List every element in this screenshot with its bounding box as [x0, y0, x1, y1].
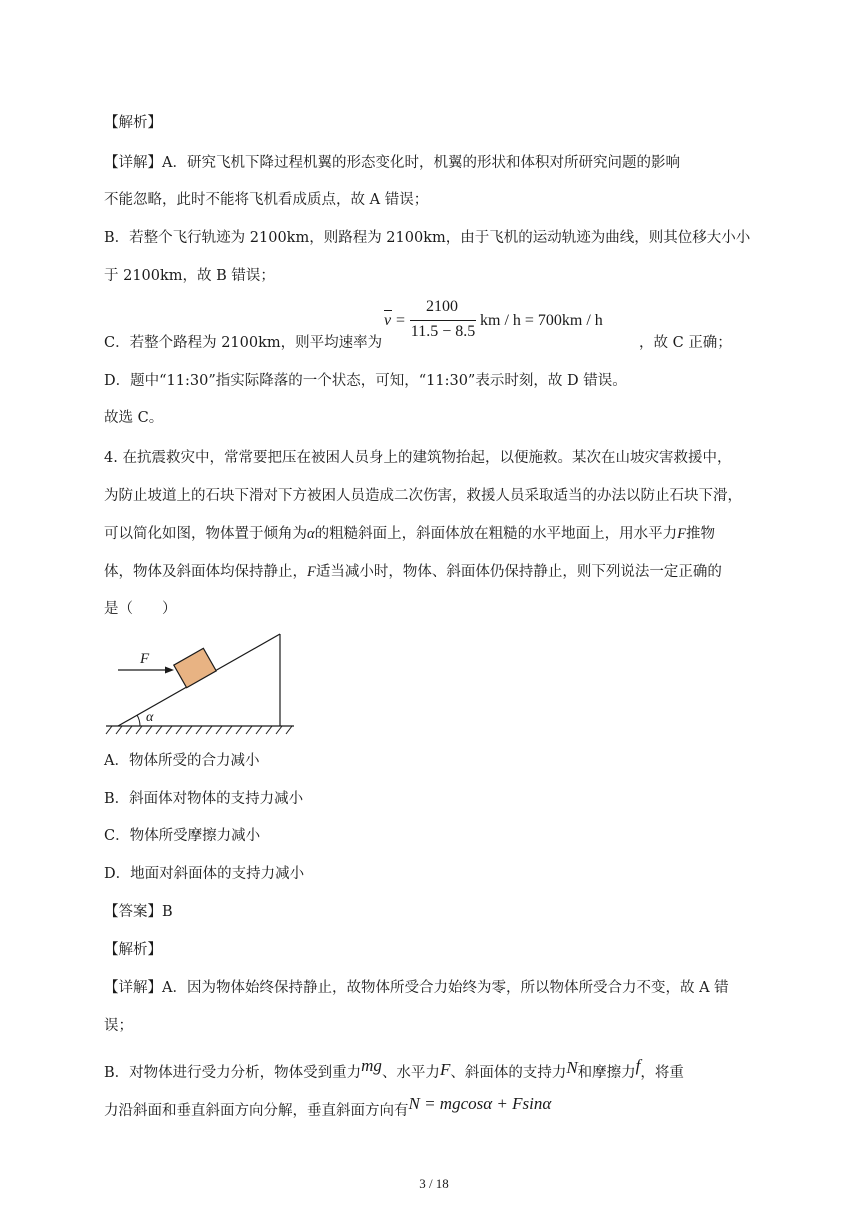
analysis-heading-1: 【解析】 [104, 115, 162, 131]
mg-symbol: mg [361, 1056, 382, 1075]
detail-line-3: B．若整个飞行轨迹为 2100km，则路程为 2100km，由于飞机的运动轨迹为曲线，则其位移大小小 [104, 230, 751, 246]
average-speed-formula [384, 298, 634, 348]
q3-part-b: 的粗糙斜面上，斜面体放在粗糙的水平地面上，用水平力 [314, 526, 678, 542]
formula-v: v [384, 312, 392, 329]
question-line-2: 为防止坡道上的石块下滑对下方被困人员造成二次伤害，救援人员采取适当的办法以防止石块下滑， [104, 488, 742, 504]
q3-part-c: 推物 [685, 526, 715, 542]
angle-label: α [146, 710, 154, 725]
question-line-5: 是（ ） [104, 601, 177, 617]
option-d: D．地面对斜面体的支持力减小 [104, 866, 305, 882]
formula-eq: = [396, 312, 406, 329]
question-line-1: 4. 在抗震救灾中，常常要把压在被困人员身上的建筑物抬起，以便施救。某次在山坡灾害救援中， [104, 450, 732, 466]
ground-hatching [106, 726, 292, 734]
formula-denominator: 11.5 − 8.5 [410, 323, 476, 340]
force-symbol-2: F [307, 564, 316, 580]
q4-part-b: 适当减小时，物体、斜面体仍保持静止，则下列说法一定正确的 [315, 564, 722, 580]
question-line-3 [104, 524, 715, 544]
detail2-line-1: 【详解】A．因为物体始终保持静止，故物体所受合力始终为零，所以物体所受合力不变，故 A 错 [104, 980, 729, 996]
alpha-symbol: α [307, 526, 315, 542]
overline [384, 310, 392, 311]
detail2-line-2: 误； [104, 1018, 133, 1034]
d3-part-a: B．对物体进行受力分析，物体受到重力 [104, 1065, 362, 1081]
d3-part-d: 和摩擦力 [577, 1065, 636, 1081]
detail-line-2: 不能忽略，此时不能将飞机看成质点，故 A 错误； [104, 192, 429, 208]
detail-line-1: 【详解】A．研究飞机下降过程机翼的形态变化时，机翼的形状和体积对所研究问题的影响 [104, 155, 680, 171]
detail-line-4: 于 2100km，故 B 错误； [104, 268, 275, 284]
force-label: F [140, 651, 150, 667]
f-symbol: F [439, 1060, 451, 1079]
incline-diagram [104, 630, 304, 742]
choice-conclusion: 故选 C。 [104, 410, 164, 426]
q4-part-a: 体，物体及斜面体均保持静止， [104, 564, 307, 580]
analysis-heading-2: 【解析】 [104, 942, 162, 958]
option-b: B．斜面体对物体的支持力减小 [104, 791, 304, 807]
detail2-line-3 [104, 1056, 684, 1083]
angle-arc [137, 715, 140, 726]
option-a: A．物体所受的合力减小 [104, 753, 260, 769]
q3-part-a: 可以简化如图，物体置于倾角为 [104, 526, 307, 542]
formula-numerator: 2100 [426, 298, 458, 315]
page-number: 3 / 18 [419, 1176, 449, 1191]
d3-part-e: ，将重 [640, 1065, 684, 1081]
block [174, 648, 216, 687]
friction-symbol: f [635, 1056, 641, 1075]
d3-part-b: 、水平力 [381, 1065, 440, 1081]
answer-line: 【答案】B [104, 904, 173, 920]
detail-line-d: D．题中“11:30”指实际降落的一个状态，可知，“11:30”表示时刻，故 D 错误。 [104, 373, 627, 389]
d3-part-c: 、斜面体的支持力 [450, 1065, 567, 1081]
question-line-4 [104, 562, 722, 582]
fraction-bar [410, 320, 476, 321]
normal-force-equation: N = mgcosα + Fsinα [408, 1094, 552, 1113]
detail-line-c: C．若整个路程为 2100km，则平均速率为 [104, 335, 383, 351]
detail2-line-4 [104, 1094, 552, 1121]
d4-part-a: 力沿斜面和垂直斜面方向分解，垂直斜面方向有 [104, 1103, 409, 1119]
force-symbol: F [677, 526, 686, 542]
option-c: C．物体所受摩擦力减小 [104, 828, 261, 844]
n-symbol: N [566, 1058, 578, 1077]
detail-line-c-end: ，故 C 正确； [639, 335, 732, 351]
force-arrow-head [165, 667, 174, 674]
formula-result: km / h = 700km / h [480, 312, 603, 329]
